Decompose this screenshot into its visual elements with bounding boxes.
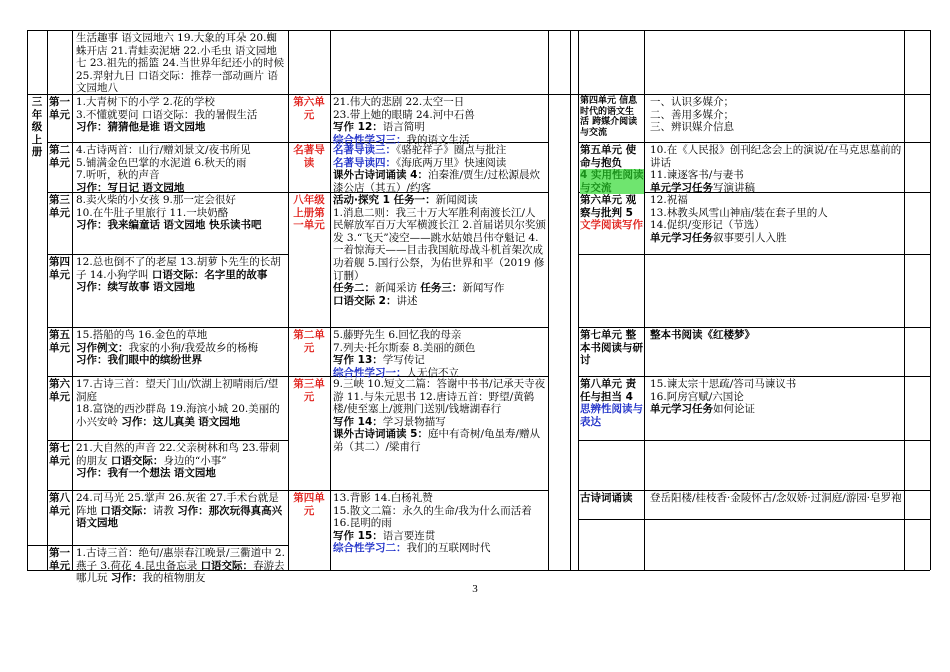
unit-line: 13.背影 14.白杨礼赞 <box>333 492 433 504</box>
unit-line: 15.搭船的鸟 16.金色的草地 <box>76 329 208 341</box>
unit-label <box>290 329 328 375</box>
unit-label-text: 第二单元 <box>293 329 325 354</box>
unit-label <box>290 378 328 424</box>
unit-task: 课外古诗词诵读 4： <box>333 169 428 182</box>
unit-task: 语文园地 <box>76 517 118 530</box>
unit-label-text: 第五单元 <box>49 329 70 354</box>
unit-line: 15.散文二篇：永久的生命/我为什么而活着 16.昆明的雨 <box>333 504 532 530</box>
col1-top-text: 生活趣事 语文园地六 19.大象的耳朵 20.蜘蛛开店 21.青蛙卖泥塘 22.小毛虫 语文园地七 23.祖先的摇篮 24.当世界年纪还小的时候 25.羿射九日 口语交际：推荐一部动画片 语文园地八 <box>76 32 285 95</box>
unit-line <box>76 109 286 122</box>
unit-line: 12.祝福 <box>650 194 688 206</box>
unit-line-text: 新闻写作 <box>462 282 505 295</box>
unit-task: 习作：我有一个想法 <box>76 467 171 480</box>
unit-line <box>333 121 546 134</box>
unit-task: 活动·探究 1 任务一： <box>333 194 436 206</box>
unit-label-text: 第四单元 <box>293 492 325 517</box>
unit-task: 写作 15： <box>333 529 383 542</box>
unit-line-text: 语言要连贯 <box>382 529 436 542</box>
unit-line <box>76 182 286 195</box>
unit-line <box>76 467 286 480</box>
unit-line <box>333 530 546 543</box>
unit-label <box>580 378 644 440</box>
unit-label-text: 第三单元 <box>49 194 70 219</box>
unit-label-text: 第六单元 观察与批判 5 <box>580 194 637 219</box>
unit-line: 10.在《人民报》创刊纪念会上的演说/在马克思墓前的讲话 <box>650 144 902 169</box>
unit-line-text: 我的植物朋友 <box>142 572 206 585</box>
unit-line-text: 我家的小狗/我爱故乡的杨梅 <box>128 341 259 354</box>
unit-label <box>49 144 70 192</box>
unit-line-text: 24.司马光 25.掌声 26.灰雀 27.手术台就是阵地 <box>76 492 279 517</box>
unit-task: 综合性学习一： <box>333 366 407 379</box>
unit-label <box>580 329 644 375</box>
unit-line-text: 泊秦淮/贾生/过松源晨炊漆公店（其五）/约客 <box>333 169 541 194</box>
unit-content <box>76 378 286 438</box>
unit-line: 17.古诗三首：望天门山/饮湖上初晴雨后/望洞庭 <box>76 378 279 403</box>
unit-content <box>333 194 546 326</box>
unit-content <box>76 442 286 488</box>
unit-content <box>76 329 286 375</box>
unit-content <box>76 547 286 585</box>
unit-line: 11.谏逐客书/与妻书 <box>650 169 744 182</box>
unit-line <box>76 342 286 355</box>
unit-line-text: 18.富饶的西沙群岛 19.海滨小城 20.美丽的小兴安岭 <box>76 403 280 428</box>
unit-label-text: 第六单元 <box>49 378 70 403</box>
unit-line-text: 新闻阅读 <box>435 194 478 206</box>
col1-top-continuation <box>76 32 286 94</box>
unit-content <box>650 378 902 440</box>
unit-line <box>650 232 902 245</box>
unit-task: 习作： <box>110 572 143 585</box>
unit-line <box>650 182 902 195</box>
unit-label <box>580 492 644 518</box>
unit-line: 7.列夫·托尔斯泰 8.美丽的颜色 <box>333 341 476 354</box>
unit-line-text: 新闻采访 <box>375 282 417 295</box>
grade-label-3-upper <box>28 96 46 176</box>
unit-label-text: 思辨性阅读与表达 <box>580 403 643 428</box>
unit-line-text: 身边的“小事” <box>163 454 227 467</box>
unit-line: 一、认识多媒介； <box>650 96 734 108</box>
unit-task: 名著导读三： <box>333 144 396 156</box>
unit-line <box>333 144 546 157</box>
unit-label <box>290 96 328 142</box>
unit-label-text: 第一单元 <box>49 547 70 572</box>
unit-content <box>650 144 902 192</box>
unit-task: 写作 13： <box>333 354 383 367</box>
unit-content <box>333 378 546 488</box>
unit-task: 语文园地 快乐读书吧 <box>163 219 262 232</box>
unit-line-text: 学习景物描写 <box>382 415 446 428</box>
unit-line <box>333 542 546 555</box>
unit-content <box>650 96 902 142</box>
unit-content <box>76 144 286 192</box>
unit-line: 9.三峡 10.短文二篇：答谢中书书/记承天寺夜游 11.与朱元思书 12.唐诗五首：野望/黄鹤楼/使至塞上/渡荆门送别/钱塘湖春行 <box>333 378 546 416</box>
grade-label-text: 三年级上册 <box>31 96 43 159</box>
unit-label <box>49 492 70 544</box>
unit-label <box>290 144 328 192</box>
unit-task: 习作例文： <box>76 341 129 354</box>
unit-label <box>580 194 644 254</box>
unit-line <box>76 442 286 467</box>
unit-line-text: 请教 <box>152 504 174 517</box>
unit-content <box>333 96 546 146</box>
unit-line: 14.促织/变形记（节选） <box>650 219 765 232</box>
unit-line: 16.阿房宫赋/六国论 <box>650 390 744 403</box>
unit-line <box>333 169 546 194</box>
unit-task: 口语交际 2： <box>333 294 397 307</box>
unit-task: 任务二： <box>333 282 375 295</box>
unit-label-text: 第二单元 <box>49 144 70 169</box>
unit-task: 口语交际： <box>110 454 164 467</box>
unit-line: 21.伟大的悲剧 22.太空一日 <box>333 96 465 108</box>
unit-line-text: 春游去哪儿玩 <box>76 559 285 585</box>
unit-line-text: 写演讲稿 <box>713 181 755 194</box>
unit-label-text: 文学阅读写作 <box>580 219 643 232</box>
unit-task: 语文园地 <box>173 467 216 480</box>
unit-line: 23.带上她的眼睛 24.河中石兽 <box>333 108 475 121</box>
unit-task: 单元学习任务 <box>650 231 713 244</box>
unit-task: 课外古诗词诵读 5： <box>333 428 428 441</box>
unit-line <box>333 416 546 429</box>
unit-line: 1.消息二则：我三十万大军胜利南渡长江/人民解放军百万大军横渡长江 2.首届诺贝尔奖颁发 3.“飞天”凌空——跳水姑娘吕伟夺魁记 4.一着惊海天——目击我国航母战斗机首架次成功着舰 5.国行公祭，为佑世界和平（2019 修订删） <box>333 206 546 282</box>
unit-label <box>580 144 644 192</box>
unit-label-text: 第五单元 使命与抱负 <box>580 144 637 169</box>
unit-line-text: 我的语文生活 <box>406 133 470 146</box>
unit-line <box>333 282 546 295</box>
unit-task: 语文园地 <box>163 121 206 134</box>
unit-task: 习作：我来编童话 <box>76 219 160 232</box>
unit-line: 二、善用多媒介； <box>650 108 734 121</box>
unit-label-text: 4 实用性阅读与交流 <box>580 169 644 194</box>
unit-task: 口语交际：名字里的故事 <box>151 268 268 281</box>
unit-line <box>333 194 546 207</box>
unit-line-text: 《骆驼祥子》圈点与批注 <box>396 144 507 156</box>
unit-line-text: 庭中有奇树/龟虽寿/赠从弟（其二）/梁甫行 <box>333 428 541 453</box>
unit-line <box>76 492 286 530</box>
unit-line <box>76 281 286 294</box>
unit-content <box>76 194 286 252</box>
unit-label <box>49 442 70 488</box>
unit-content <box>650 492 902 518</box>
unit-label-text: 第七单元 整本书阅读与研讨 <box>580 329 643 367</box>
unit-task: 习作：那次玩得真高兴 <box>177 504 283 517</box>
unit-line: 13.林教头风雪山神庙/装在套子里的人 <box>650 206 828 219</box>
unit-line <box>333 295 546 308</box>
unit-task: 语文园地 <box>198 415 241 428</box>
unit-line: 5.藤野先生 6.回忆我的母亲 <box>333 329 462 341</box>
unit-label-text: 第四单元 <box>49 256 70 281</box>
unit-line-text: 学写传记 <box>382 354 425 367</box>
unit-label <box>49 547 70 570</box>
unit-line <box>76 219 286 232</box>
unit-task: 综合性学习二： <box>333 542 407 555</box>
unit-label-text: 名著导读 <box>293 144 325 169</box>
unit-task: 语文园地 <box>142 181 185 194</box>
unit-label-text: 第七单元 <box>49 442 70 467</box>
unit-task: 综合性学习三： <box>333 133 407 146</box>
unit-line-text: 12.总也倒不了的老屋 13.胡萝卜先生的长胡子 14.小狗学叫 <box>76 256 281 281</box>
unit-task: 习作：我们眼中的缤纷世界 <box>76 354 202 367</box>
unit-content <box>650 194 902 254</box>
unit-content <box>333 492 546 568</box>
unit-content <box>333 144 546 192</box>
unit-label <box>580 96 642 142</box>
unit-line: 8.卖火柴的小女孩 9.那一定会很好 <box>76 194 236 206</box>
unit-content <box>76 492 286 544</box>
unit-label <box>49 378 70 438</box>
unit-line-text: 叙事要引人入胜 <box>713 231 787 244</box>
unit-label-text: 第四单元 信息时代的语文生活 跨媒介阅读与交流 <box>580 96 638 138</box>
unit-label <box>49 329 70 375</box>
unit-line-text: 1.古诗三首：绝句/惠崇春江晚景/三衢道中 2.燕子 3.荷花 4.昆虫备忘录 <box>76 547 285 572</box>
unit-content <box>650 329 902 375</box>
unit-line <box>333 428 546 453</box>
unit-content <box>333 329 546 379</box>
unit-line: 7.听听，秋的声音 <box>76 169 160 182</box>
unit-task: 习作：写日记 <box>76 181 139 194</box>
unit-line-text: 《海底两万里》快速阅读 <box>396 156 507 169</box>
unit-task: 写作 12： <box>333 121 383 134</box>
unit-line: 10.在牛肚子里旅行 11.一块奶酪 <box>76 206 229 219</box>
unit-line <box>650 403 902 416</box>
unit-label <box>290 492 328 538</box>
unit-task: 习作：猜猜他是谁 <box>76 121 160 134</box>
unit-line <box>76 403 286 428</box>
unit-line-text: 讲述 <box>396 294 418 307</box>
unit-task: 写作 14： <box>333 415 383 428</box>
unit-label <box>290 194 328 274</box>
unit-label <box>49 194 70 252</box>
unit-task: 口语交际： <box>200 559 254 572</box>
unit-line: 1.大青树下的小学 2.花的学校 <box>76 96 215 108</box>
unit-line-text: 我们的互联网时代 <box>406 542 491 555</box>
unit-task: 习作：这儿真美 <box>121 415 195 428</box>
unit-line <box>76 121 286 134</box>
unit-line: 5.铺满金色巴掌的水泥道 6.秋天的雨 <box>76 156 247 169</box>
unit-line <box>76 547 286 585</box>
unit-label-text: 八年级上册第一单元 <box>293 194 325 232</box>
unit-task: 单元学习任务 <box>650 403 713 416</box>
unit-line-text: 21.大自然的声音 22.父亲树林和鸟 23.带刺的朋友 <box>76 442 280 467</box>
unit-line: 4.古诗两首：山行/赠刘景文/夜书所见 <box>76 144 251 156</box>
unit-label <box>49 256 70 326</box>
unit-line: 15.谏太宗十思疏/答司马谏议书 <box>650 378 797 390</box>
unit-line <box>333 354 546 367</box>
unit-label-text: 第一单元 <box>49 96 70 121</box>
unit-line-text: 如何论证 <box>713 403 755 416</box>
unit-line <box>333 157 546 170</box>
unit-line-text: 3.不懂就要问 口语交际：我的暑假生活 <box>76 108 258 121</box>
page-number: 3 <box>472 583 478 595</box>
unit-label-text: 第三单元 <box>293 378 325 403</box>
unit-task: 习作：续写故事 <box>76 281 150 294</box>
unit-task: 名著导读四： <box>333 156 396 169</box>
unit-line: 登岳阳楼/桂枝香·金陵怀古/念奴娇·过洞庭/游园·皂罗袍 <box>650 492 902 504</box>
unit-line-text: 人无信不立 <box>406 366 459 379</box>
unit-content <box>76 256 286 326</box>
unit-label <box>49 96 70 142</box>
unit-label-text: 第八单元 责任与担当 4 <box>580 378 637 403</box>
unit-task: 单元学习任务 <box>650 181 713 194</box>
unit-line <box>76 256 286 281</box>
unit-content <box>76 96 286 142</box>
unit-task: 语文园地 <box>152 281 195 294</box>
unit-label-text: 第六单元 <box>293 96 325 121</box>
unit-line: 三、辨识媒介信息 <box>650 121 734 134</box>
unit-line: 整本书阅读《红楼梦》 <box>650 329 755 341</box>
unit-task: 口语交际： <box>100 504 153 517</box>
unit-line-text: 语言简明 <box>382 121 425 134</box>
unit-label-text: 第八单元 <box>49 492 70 517</box>
unit-task: 任务三： <box>420 282 463 295</box>
unit-label-text: 古诗词诵读 <box>580 492 633 504</box>
